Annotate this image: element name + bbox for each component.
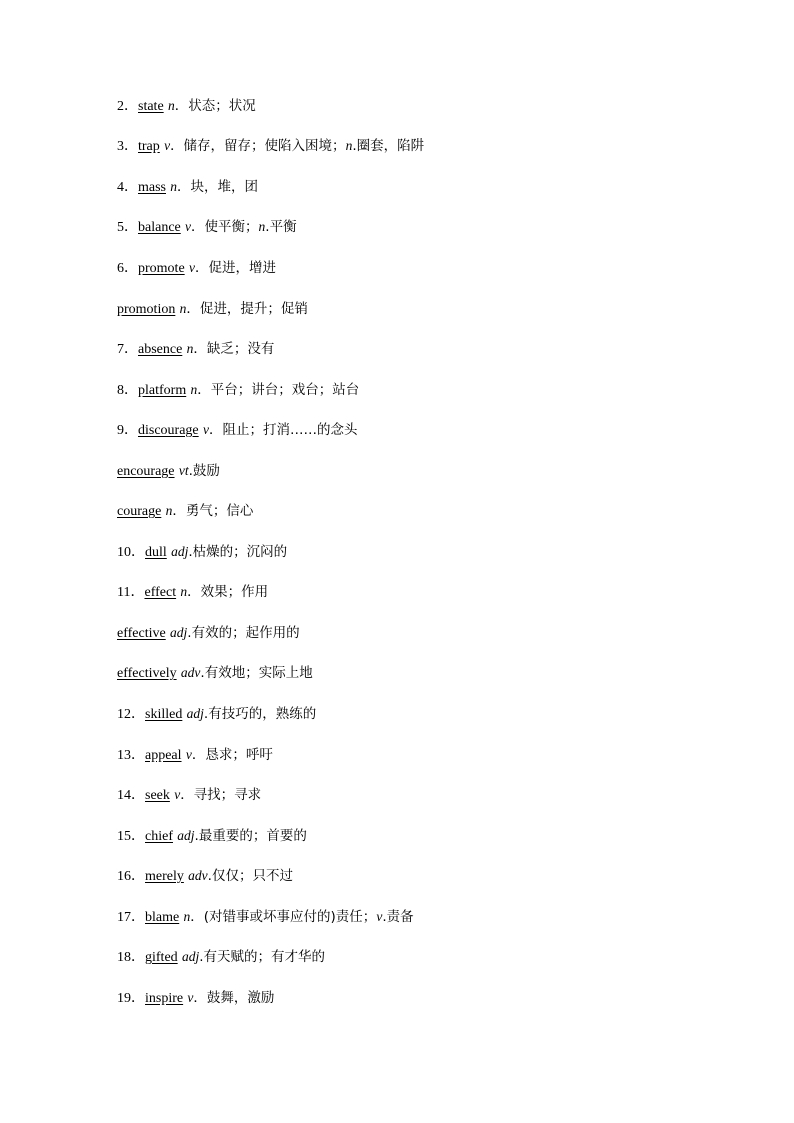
- entry-part-of-speech: adj: [171, 544, 189, 559]
- vocab-entry: [117, 906, 414, 928]
- entry-part-of-speech: v: [164, 138, 171, 153]
- entry-word: skilled: [145, 707, 183, 722]
- entry-word: promote: [138, 261, 185, 276]
- entry-number: 18．: [117, 950, 145, 965]
- entry-definition-2: .平衡: [265, 219, 297, 235]
- vocab-entry: [117, 460, 220, 482]
- vocab-entry: [117, 987, 274, 1009]
- entry-part-of-speech: v: [185, 219, 192, 234]
- entry-definition: .有效的；起作用的: [187, 625, 300, 641]
- entry-definition: ．恳求；呼吁: [191, 747, 273, 763]
- vocab-entry: [117, 135, 424, 157]
- entry-part-of-speech: adj: [170, 625, 188, 640]
- entry-definition: ．块，堆，团: [177, 179, 259, 195]
- entry-number: 9．: [117, 423, 138, 438]
- entry-number: 14．: [117, 788, 145, 803]
- entry-number: 13．: [117, 748, 145, 763]
- entry-definition: ．缺乏；没有: [193, 341, 275, 357]
- entry-word: courage: [117, 504, 162, 519]
- entry-part-of-speech: v: [187, 990, 194, 1005]
- entry-part-of-speech: n: [183, 909, 191, 924]
- entry-number: 8．: [117, 383, 138, 398]
- vocab-entry: [117, 216, 297, 238]
- entry-word: merely: [145, 869, 184, 884]
- entry-number: 3．: [117, 139, 138, 154]
- vocab-entry: [117, 784, 261, 806]
- entry-definition: ．平台；讲台；戏台；站台: [197, 382, 360, 398]
- entry-part-of-speech: n: [179, 301, 187, 316]
- vocab-entry: [117, 176, 258, 198]
- entry-word: state: [138, 99, 164, 114]
- entry-definition: ．效果；作用: [187, 584, 269, 600]
- entry-number: 16．: [117, 869, 145, 884]
- vocab-entry: [117, 662, 313, 684]
- entry-definition-2: .责备: [382, 909, 414, 925]
- entry-number: 17．: [117, 910, 145, 925]
- entry-definition: ．(对错事或坏事应付的)责任；: [190, 909, 377, 925]
- entry-definition: ．促进，增进: [194, 260, 276, 276]
- entry-part-of-speech: n: [186, 341, 194, 356]
- vocab-entry: [117, 865, 293, 887]
- vocab-entry: [117, 379, 359, 401]
- entry-part-of-speech: n: [190, 382, 198, 397]
- entry-word: encourage: [117, 464, 175, 479]
- entry-part-of-speech: v: [174, 787, 181, 802]
- vocab-entry: [117, 338, 274, 360]
- entry-part-of-speech-2: n: [345, 138, 353, 153]
- entry-part-of-speech-2: v: [376, 909, 383, 924]
- entry-part-of-speech: v: [188, 260, 195, 275]
- entry-word: mass: [138, 180, 166, 195]
- vocab-entry: [117, 419, 357, 441]
- vocab-entry: [117, 703, 316, 725]
- entry-definition: .仅仅；只不过: [207, 868, 293, 884]
- entry-number: 4．: [117, 180, 138, 195]
- entry-word: blame: [145, 910, 180, 925]
- entry-definition: ．促进，提升；促销: [186, 301, 308, 317]
- vocab-entry: [117, 298, 308, 320]
- entry-word: dull: [145, 545, 167, 560]
- entry-word: appeal: [145, 748, 182, 763]
- vocab-entry: [117, 257, 276, 279]
- entry-part-of-speech: v: [185, 747, 192, 762]
- entry-word: absence: [138, 342, 183, 357]
- entry-part-of-speech: n: [170, 179, 178, 194]
- entry-definition-2: .圈套，陷阱: [352, 138, 425, 154]
- entry-number: 5．: [117, 220, 138, 235]
- entry-number: 11．: [117, 585, 145, 600]
- entry-word: gifted: [145, 950, 178, 965]
- entry-number: 2．: [117, 99, 138, 114]
- vocab-entry: [117, 95, 256, 117]
- entry-part-of-speech: n: [167, 98, 175, 113]
- entry-number: 7．: [117, 342, 138, 357]
- entry-part-of-speech: v: [202, 422, 209, 437]
- entry-part-of-speech: adj: [186, 706, 204, 721]
- entry-definition: .最重要的；首要的: [194, 828, 307, 844]
- vocab-entry: [117, 744, 273, 766]
- entry-definition: ．状态；状况: [174, 98, 256, 114]
- entry-word: promotion: [117, 302, 176, 317]
- entry-word: platform: [138, 383, 187, 398]
- entry-word: discourage: [138, 423, 199, 438]
- entry-definition: ．使平衡；: [191, 219, 259, 235]
- entry-number: 15．: [117, 829, 145, 844]
- entry-definition: ．鼓舞，激励: [193, 990, 275, 1006]
- entry-definition: ．寻找；寻求: [180, 787, 262, 803]
- entry-definition: ．阻止；打消……的念头: [208, 422, 358, 438]
- vocab-entry: [117, 946, 325, 968]
- entry-word: effect: [144, 585, 177, 600]
- entry-definition: .有天赋的；有才华的: [199, 949, 326, 965]
- vocab-entry: [117, 825, 307, 847]
- entry-number: 6．: [117, 261, 138, 276]
- entry-part-of-speech: vt: [178, 463, 189, 478]
- entry-number: 10．: [117, 545, 145, 560]
- vocab-entry: [117, 622, 300, 644]
- entry-word: chief: [145, 829, 173, 844]
- vocab-entry: [117, 500, 253, 522]
- entry-word: trap: [138, 139, 160, 154]
- entry-definition: ．勇气；信心: [172, 503, 254, 519]
- entry-part-of-speech: adj: [181, 949, 200, 964]
- entry-definition: .鼓励: [188, 463, 220, 479]
- entry-word: effectively: [117, 666, 177, 681]
- entry-definition: .有技巧的，熟练的: [203, 706, 317, 722]
- entry-part-of-speech: adv: [188, 868, 208, 883]
- entry-part-of-speech: adj: [177, 828, 195, 843]
- entry-word: balance: [138, 220, 181, 235]
- vocab-entry: [117, 541, 287, 563]
- entry-part-of-speech: adv: [180, 665, 201, 680]
- vocab-entry: [117, 581, 268, 603]
- entry-part-of-speech: n: [165, 503, 173, 518]
- entry-word: effective: [117, 626, 166, 641]
- entry-number: 12．: [117, 707, 145, 722]
- entry-number: 19．: [117, 991, 145, 1006]
- entry-word: inspire: [145, 991, 184, 1006]
- entry-part-of-speech-2: n: [258, 219, 266, 234]
- entry-definition: ．储存，留存；使陷入困境；: [170, 138, 346, 154]
- entry-word: seek: [145, 788, 170, 803]
- entry-definition: .有效地；实际上地: [200, 665, 313, 681]
- entry-definition: .枯燥的；沉闷的: [188, 544, 288, 560]
- entry-part-of-speech: n: [180, 584, 188, 599]
